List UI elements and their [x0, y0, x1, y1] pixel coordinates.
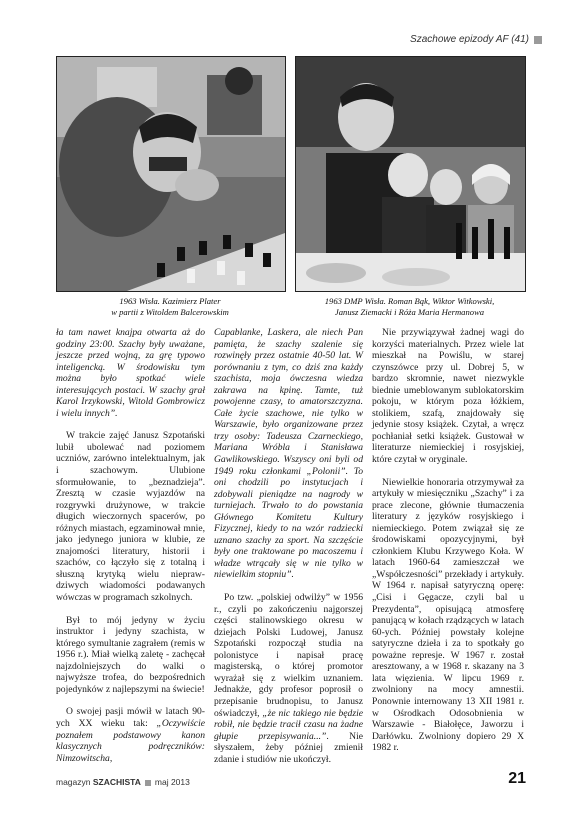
text-run: . Nie słyszałem, żeby później zmienił zdanie i studiów nie ukończył.	[214, 730, 363, 765]
quote-run: „Oczywiście poznałem podstawowy kanon klasycznych podręczników: Nimzowitscha,	[56, 717, 205, 764]
paragraph	[56, 706, 205, 764]
text-column-2	[214, 327, 363, 765]
text-run: Po tzw. „polskiej odwilży” w 1956 r., czyli po zakończeniu najgorszej części stalinowskiego okresu w dziejach Polski Ludowej, Janusz Szpotański rozpoczął studia na polonistyce i napisał pracę magisterską, o której promotor wyrażał się z wielkim uznaniem. Jednakże, gdy profesor poprosił o przepisanie brudnopisu, to Janusz oświadczył,	[214, 592, 363, 719]
paragraph: W trakcie zajęć Janusz Szpotański lubił ubolewać nad poziomem uczniów, zarówno intelektualnym, jak i szachowym. Ulubione sformułowanie, to „beznadzieja”. Zresztą w czasie wyjazdów na rozgrywki drużynowe, w trakcie długich wieczornych spacerów, po różnych miastach, egzaminował mnie, jako jedynego juniora w klubie, ze znajomości literatury, historii i szachów, co łączyło się z totalną i słuszną krytyką wielu nieprawdziwych wiadomości podawanych wówczas w programach szkolnych.	[56, 430, 205, 604]
text-run: O swojej pasji mówił w latach 90-ych XX wieku tak:	[56, 706, 205, 729]
photo-plater	[56, 56, 286, 292]
paragraph: Niewielkie honoraria otrzymywał za artykuły w miesięczniku „Szachy” i za prace zlecone, głównie tłumaczenia literatury z języków rosyjskiego i niemieckiego. Potem związał się ze środowiskami opozycyjnymi, był członkiem Klubu Krzywego Koła. W latach 1960-64 zamieszczał we „Współczesności” przekłady i artykuły. W 1964 r. napisał satyryczną operę: „Cisi i Gęgacze, czyli bal u Prezydenta”, opisującą atmosferę panującą w kołach rządzących w latach 60-ych. Później powstały kolejne satyryczne dzieła i za to spotkały go poważne represje. W 1967 r. został aresztowany, a w 1968 r. skazany na 3 lata więzienia. W lipcu 1969 r. zwolniony na mocy amnestii. Ponownie internowany 13 XII 1981 r. w Ośrodkach Odosobnienia w Warszawie - Białołęce, Jaworzu i Darłówku. Zwolniony dopiero 29 X 1982 r.	[372, 476, 524, 754]
footer-issue: maj 2013	[154, 777, 190, 787]
paragraph: Nie przywiązywał żadnej wagi do korzyści materialnych. Przez wiele lat mieszkał na Powiślu, w starej czynszówce przy ul. Dobrej 5, w bardzo skromnie, nawet niezwykle biednie umeblowanym sublokatorskim pokoju, w którym poza łóżkiem, stolikiem, szafą, znajdowały się jedynie stosy książek. Czytał, a wręcz pochłaniał setki książek. Gustował w literaturze niemieckiej i rosyjskiej, które czytał w oryginale.	[372, 327, 524, 466]
caption-left-line2: w partii z Witoldem Balcerowskim	[111, 306, 229, 317]
footer-magazine	[56, 777, 190, 787]
paragraph: Był to mój jedyny w życiu instruktor i jedyny szachista, w którego symultanie zagrałem (remis w 1956 r.). Miał wielką zaletę - zachęcał najzdolniejszych do walki o najwyższe trofea, do bezpośrednich pojedynków z najlepszymi na świecie!	[56, 614, 205, 695]
series-title: Szachowe epizody AF (41)	[410, 34, 529, 45]
page-footer	[56, 772, 526, 790]
paragraph	[214, 592, 363, 765]
paragraph: Capablanke, Laskera, ale niech Pan pamięta, że szachy szalenie się rozwinęły przez ostatnie 40-50 lat. W porównaniu z tym, co dziś zna każdy szachista, moja ówczesna wiedza zakrawa na kpinę. Tamte, tuż powojenne czasy, to amatorszczyzna. Całe życie szachowe, nie tylko w Warszawie, było organizowane przez trzy osoby: Tadeusza Czarneckiego, Mariana Wróbla i Stanisława Gawlikowskiego. Wszyscy oni byli od 1949 roku członkami „Polonii”. To oni chodzili po instytucjach i zdobywali pieniądze na nagrody w turniejach. Trwało to do powstania Głównego Komitetu Kultury Fizycznej, kiedy to na wzór radziecki uznano szachy za sport. Na szczęście były one traktowane po macoszemu i władze wtrącały się w nie tylko w niewielkim stopniu”.	[214, 327, 363, 581]
caption-right-line1: 1963 DMP Wisła. Roman Bąk, Wiktor Witkowski,	[324, 296, 495, 306]
text-column-1	[56, 327, 205, 764]
footer-magazine-name: SZACHISTA	[92, 777, 141, 787]
quote-run: „że nic takiego nie będzie robił, nie będzie tracił czasu na żadne głupie przepisywania...”	[214, 707, 363, 742]
page-number: 21	[508, 770, 526, 787]
text-column-3	[372, 327, 524, 754]
header-square-icon	[534, 36, 542, 44]
photo-dmp-wisla	[295, 56, 526, 292]
footer-square-icon	[145, 780, 151, 786]
footer-magazine-prefix: magazyn	[56, 777, 91, 787]
photo-caption-right	[295, 296, 524, 317]
caption-left-line1: 1963 Wisła. Kazimierz Plater	[119, 296, 221, 306]
running-header	[410, 34, 542, 45]
paragraph: ła tam nawet knajpa otwarta aż do godziny 23:00. Szachy były uważane, jeszcze przed wojną, za grę typowo inteligencką. W środowisku tym można było spotkać wiele interesujących postaci. W szachy grał Karol Irzykowski, Witold Gombrowicz i wielu innych”.	[56, 327, 205, 419]
caption-right-line2: Janusz Ziemacki i Róża Maria Hermanowa	[334, 306, 485, 317]
photo-caption-left	[56, 296, 284, 317]
